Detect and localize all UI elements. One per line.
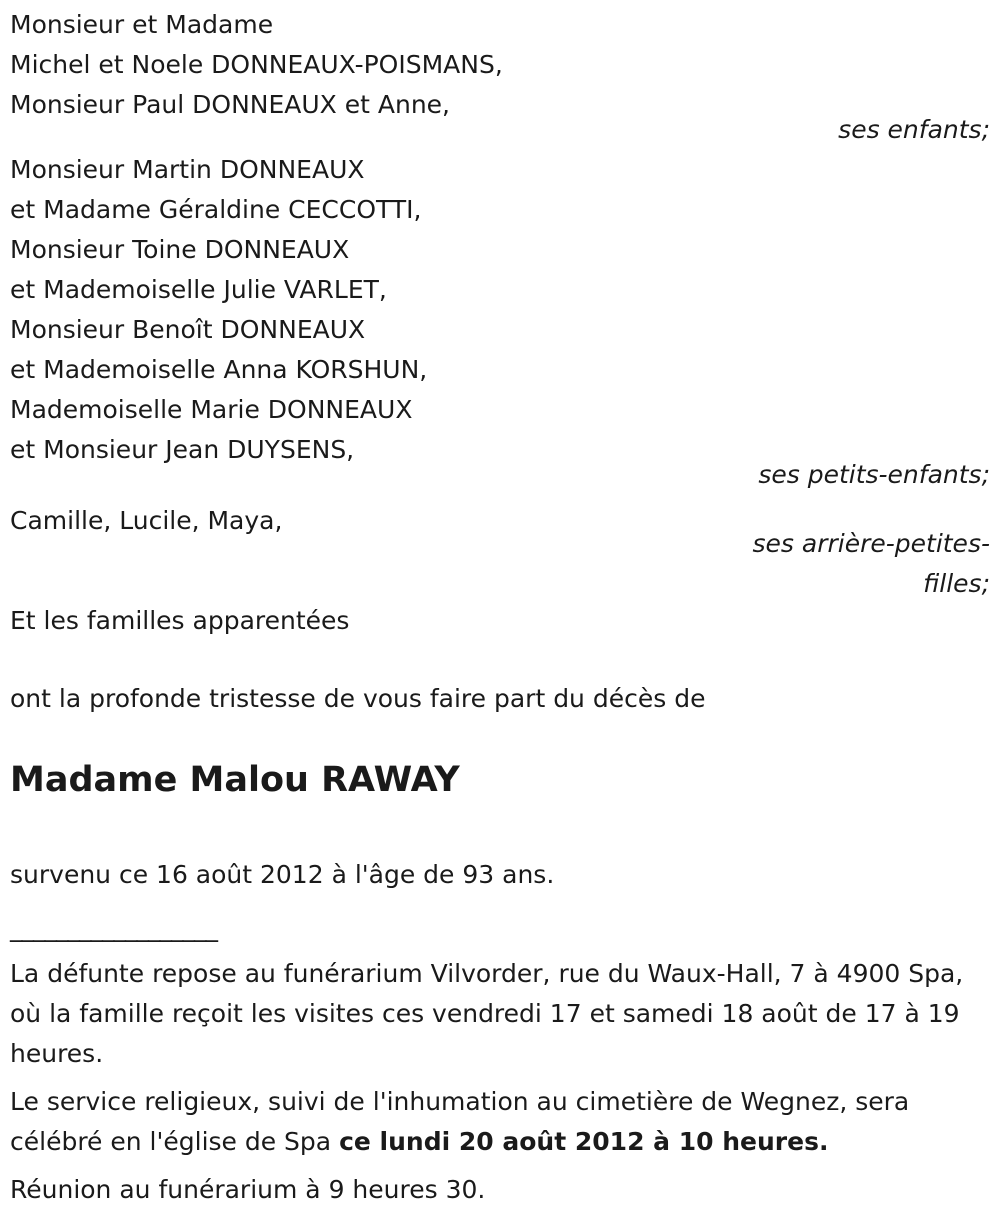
service-date: ce lundi 20 août 2012 à 10 heures. (339, 1127, 829, 1156)
great-grandchildren-section (10, 501, 990, 601)
great-grandchildren-names: Camille, Lucile, Maya, (10, 506, 283, 535)
obituary-notice (10, 5, 990, 1210)
grandchildren-line: et Mademoiselle Anna KORSHUN, (10, 355, 428, 384)
children-line: Monsieur Paul DONNEAUX et Anne, (10, 90, 450, 119)
meeting-info: Réunion au funérarium à 9 heures 30. (10, 1175, 486, 1204)
grandchildren-line: Mademoiselle Marie DONNEAUX (10, 395, 413, 424)
grandchildren-line: Monsieur Toine DONNEAUX (10, 235, 350, 264)
grandchildren-section (10, 150, 990, 495)
related-families: Et les familles apparentées (10, 606, 350, 635)
announcement-text: ont la profonde tristesse de vous faire part du décès de (10, 684, 706, 713)
separator-line: __________________ (10, 913, 217, 942)
grandchildren-line: Monsieur Martin DONNEAUX (10, 155, 365, 184)
funeral-home-info: La défunte repose au funérarium Vilvorder, rue du Waux-Hall, 7 à 4900 Spa, où la famille reçoit les visites ces vendredi 17 et samedi 18 août de 17 à 19 heures. (10, 959, 964, 1068)
grandchildren-relation: ses petits-enfants; (758, 460, 990, 489)
children-line: Michel et Noele DONNEAUX-POISMANS, (10, 50, 503, 79)
grandchildren-line: et Mademoiselle Julie VARLET, (10, 275, 387, 304)
death-info: survenu ce 16 août 2012 à l'âge de 93 ans. (10, 860, 555, 889)
grandchildren-line: et Madame Géraldine CECCOTTI, (10, 195, 422, 224)
grandchildren-line: Monsieur Benoît DONNEAUX (10, 315, 366, 344)
service-info (10, 1082, 990, 1162)
service-text: Le service religieux, suivi de l'inhumation au cimetière de Wegnez, sera célébré en l'église de Spa (10, 1087, 910, 1156)
grandchildren-line: et Monsieur Jean DUYSENS, (10, 435, 355, 464)
children-line: Monsieur et Madame (10, 10, 274, 39)
great-grandchildren-relation: ses arrière-petites-filles; (752, 529, 990, 598)
deceased-name: Madame Malou RAWAY (10, 760, 460, 800)
children-section (10, 5, 990, 150)
children-relation: ses enfants; (838, 115, 990, 144)
